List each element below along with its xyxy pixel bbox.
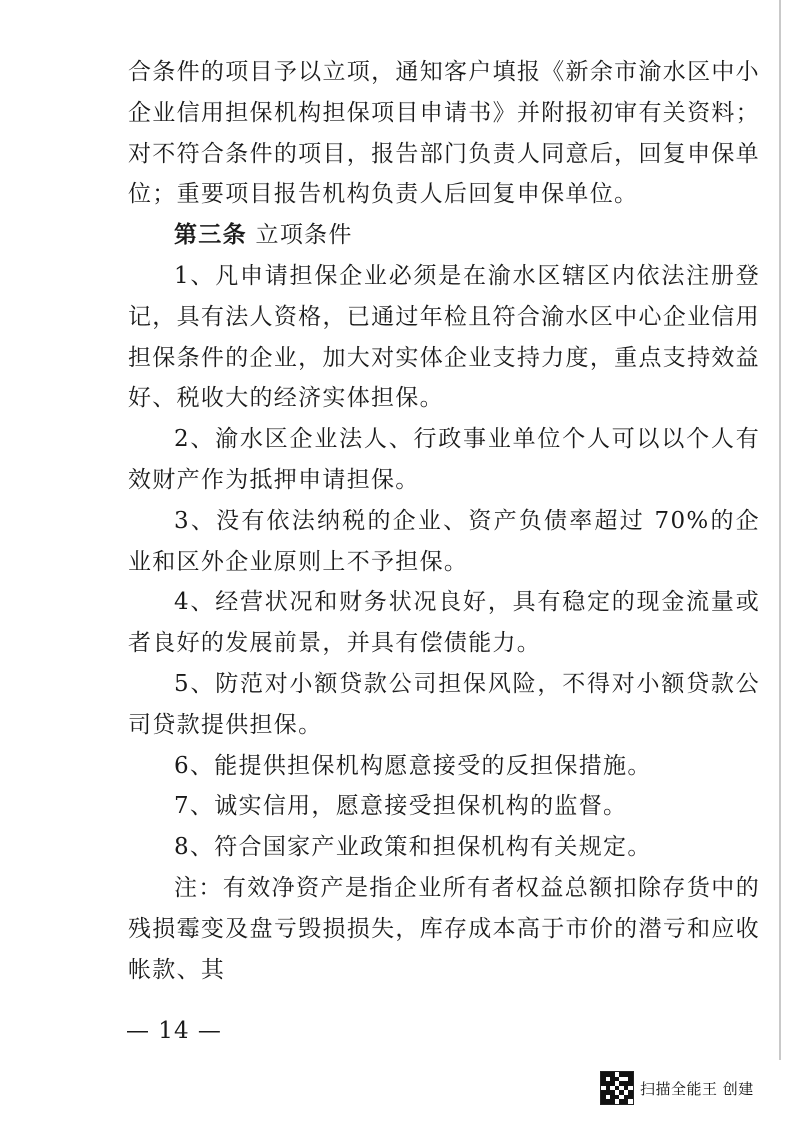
watermark-text: 扫描全能王 创建 [640, 1079, 754, 1098]
page-number: — 14 — [126, 1018, 222, 1044]
article-heading [128, 215, 760, 256]
condition-item-1: 1、凡申请担保企业必须是在渝水区辖区内依法注册登记，具有法人资格，已通过年检且符合渝水区中心企业信用担保条件的企业，加大对实体企业支持力度，重点支持效益好、税收大的经济实体担保。 [128, 262, 760, 412]
document-body [128, 52, 760, 990]
note-paragraph: 注：有效净资产是指企业所有者权益总额扣除存货中的残损霉变及盘亏毁损损失，库存成本高于市价的潜亏和应收帐款、其 [128, 874, 760, 983]
scanner-watermark [600, 1068, 754, 1108]
article-number: 第三条 [174, 221, 247, 249]
condition-item-8: 8、符合国家产业政策和担保机构有关规定。 [174, 834, 652, 861]
article-title: 立项条件 [255, 222, 353, 249]
qr-code-icon [600, 1071, 634, 1105]
condition-item-6: 6、能提供担保机构愿意接受的反担保措施。 [174, 752, 652, 779]
page-edge-shadow [779, 0, 781, 1060]
condition-item-3: 3、没有依法纳税的企业、资产负债率超过 70%的企业和区外企业原则上不予担保。 [128, 507, 760, 575]
condition-item-5: 5、防范对小额贷款公司担保风险，不得对小额贷款公司贷款提供担保。 [128, 670, 760, 738]
condition-item-4: 4、经营状况和财务状况良好，具有稳定的现金流量或者良好的发展前景，并具有偿债能力。 [128, 589, 760, 657]
continued-paragraph: 合条件的项目予以立项，通知客户填报《新余市渝水区中小企业信用担保机构担保项目申请书》并附报初审有关资料；对不符合条件的项目，报告部门负责人同意后，回复申保单位；重要项目报告机构负责人后回复申保单位。 [128, 59, 760, 208]
condition-item-2: 2、渝水区企业法人、行政事业单位个人可以以个人有效财产作为抵押申请担保。 [128, 426, 760, 493]
condition-item-7: 7、诚实信用，愿意接受担保机构的监督。 [174, 793, 628, 820]
